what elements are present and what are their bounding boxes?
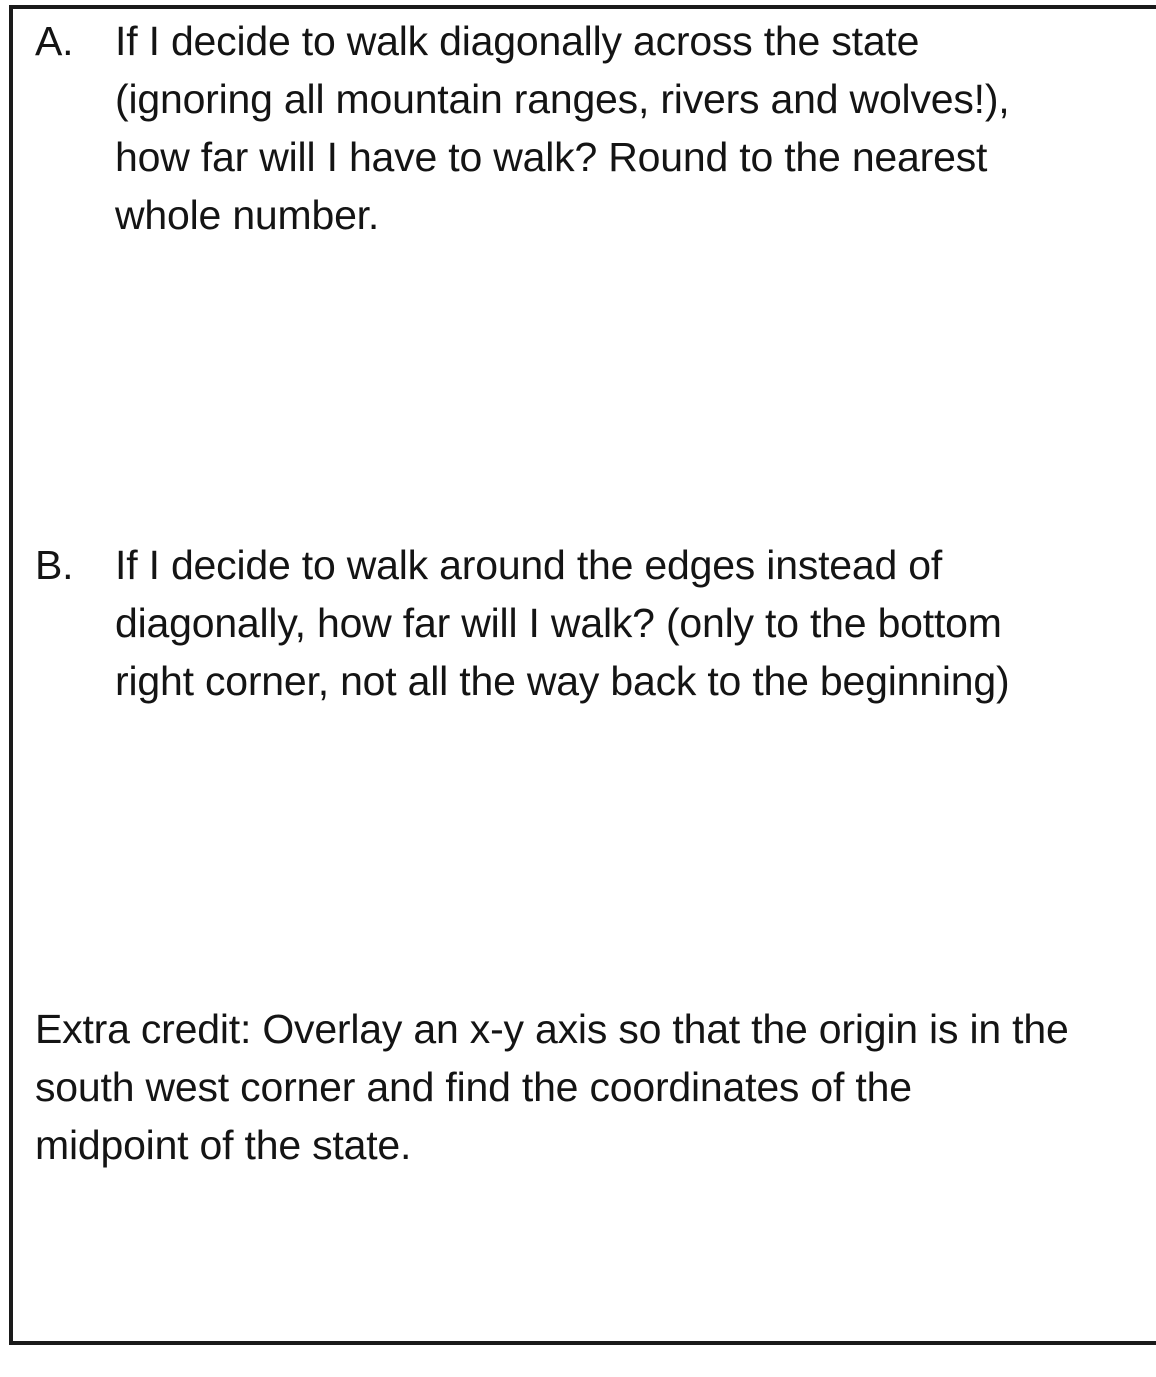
question-b-line-1: If I decide to walk around the edges instead of bbox=[115, 542, 943, 588]
extra-credit-line-1: Extra credit: Overlay an x-y axis so that the origin is in the bbox=[35, 1006, 1069, 1052]
question-b-letter: B. bbox=[35, 542, 74, 588]
question-b-line-3: right corner, not all the way back to the beginning) bbox=[115, 658, 1010, 704]
question-b-line-2: diagonally, how far will I walk? (only to the bottom bbox=[115, 600, 1002, 646]
question-a-line-1: If I decide to walk diagonally across the state bbox=[115, 18, 920, 64]
question-a-line-3: how far will I have to walk? Round to the nearest bbox=[115, 134, 988, 180]
extra-credit bbox=[35, 1000, 1069, 1174]
question-a-line-4: whole number. bbox=[115, 192, 380, 238]
extra-credit-line-2: south west corner and find the coordinates of the bbox=[35, 1064, 912, 1110]
question-a-text bbox=[115, 12, 1010, 244]
extra-credit-line-3: midpoint of the state. bbox=[35, 1122, 412, 1168]
question-a-line-2: (ignoring all mountain ranges, rivers and wolves!), bbox=[115, 76, 1010, 122]
question-a-letter: A. bbox=[35, 18, 74, 64]
question-b-text bbox=[115, 536, 1009, 710]
